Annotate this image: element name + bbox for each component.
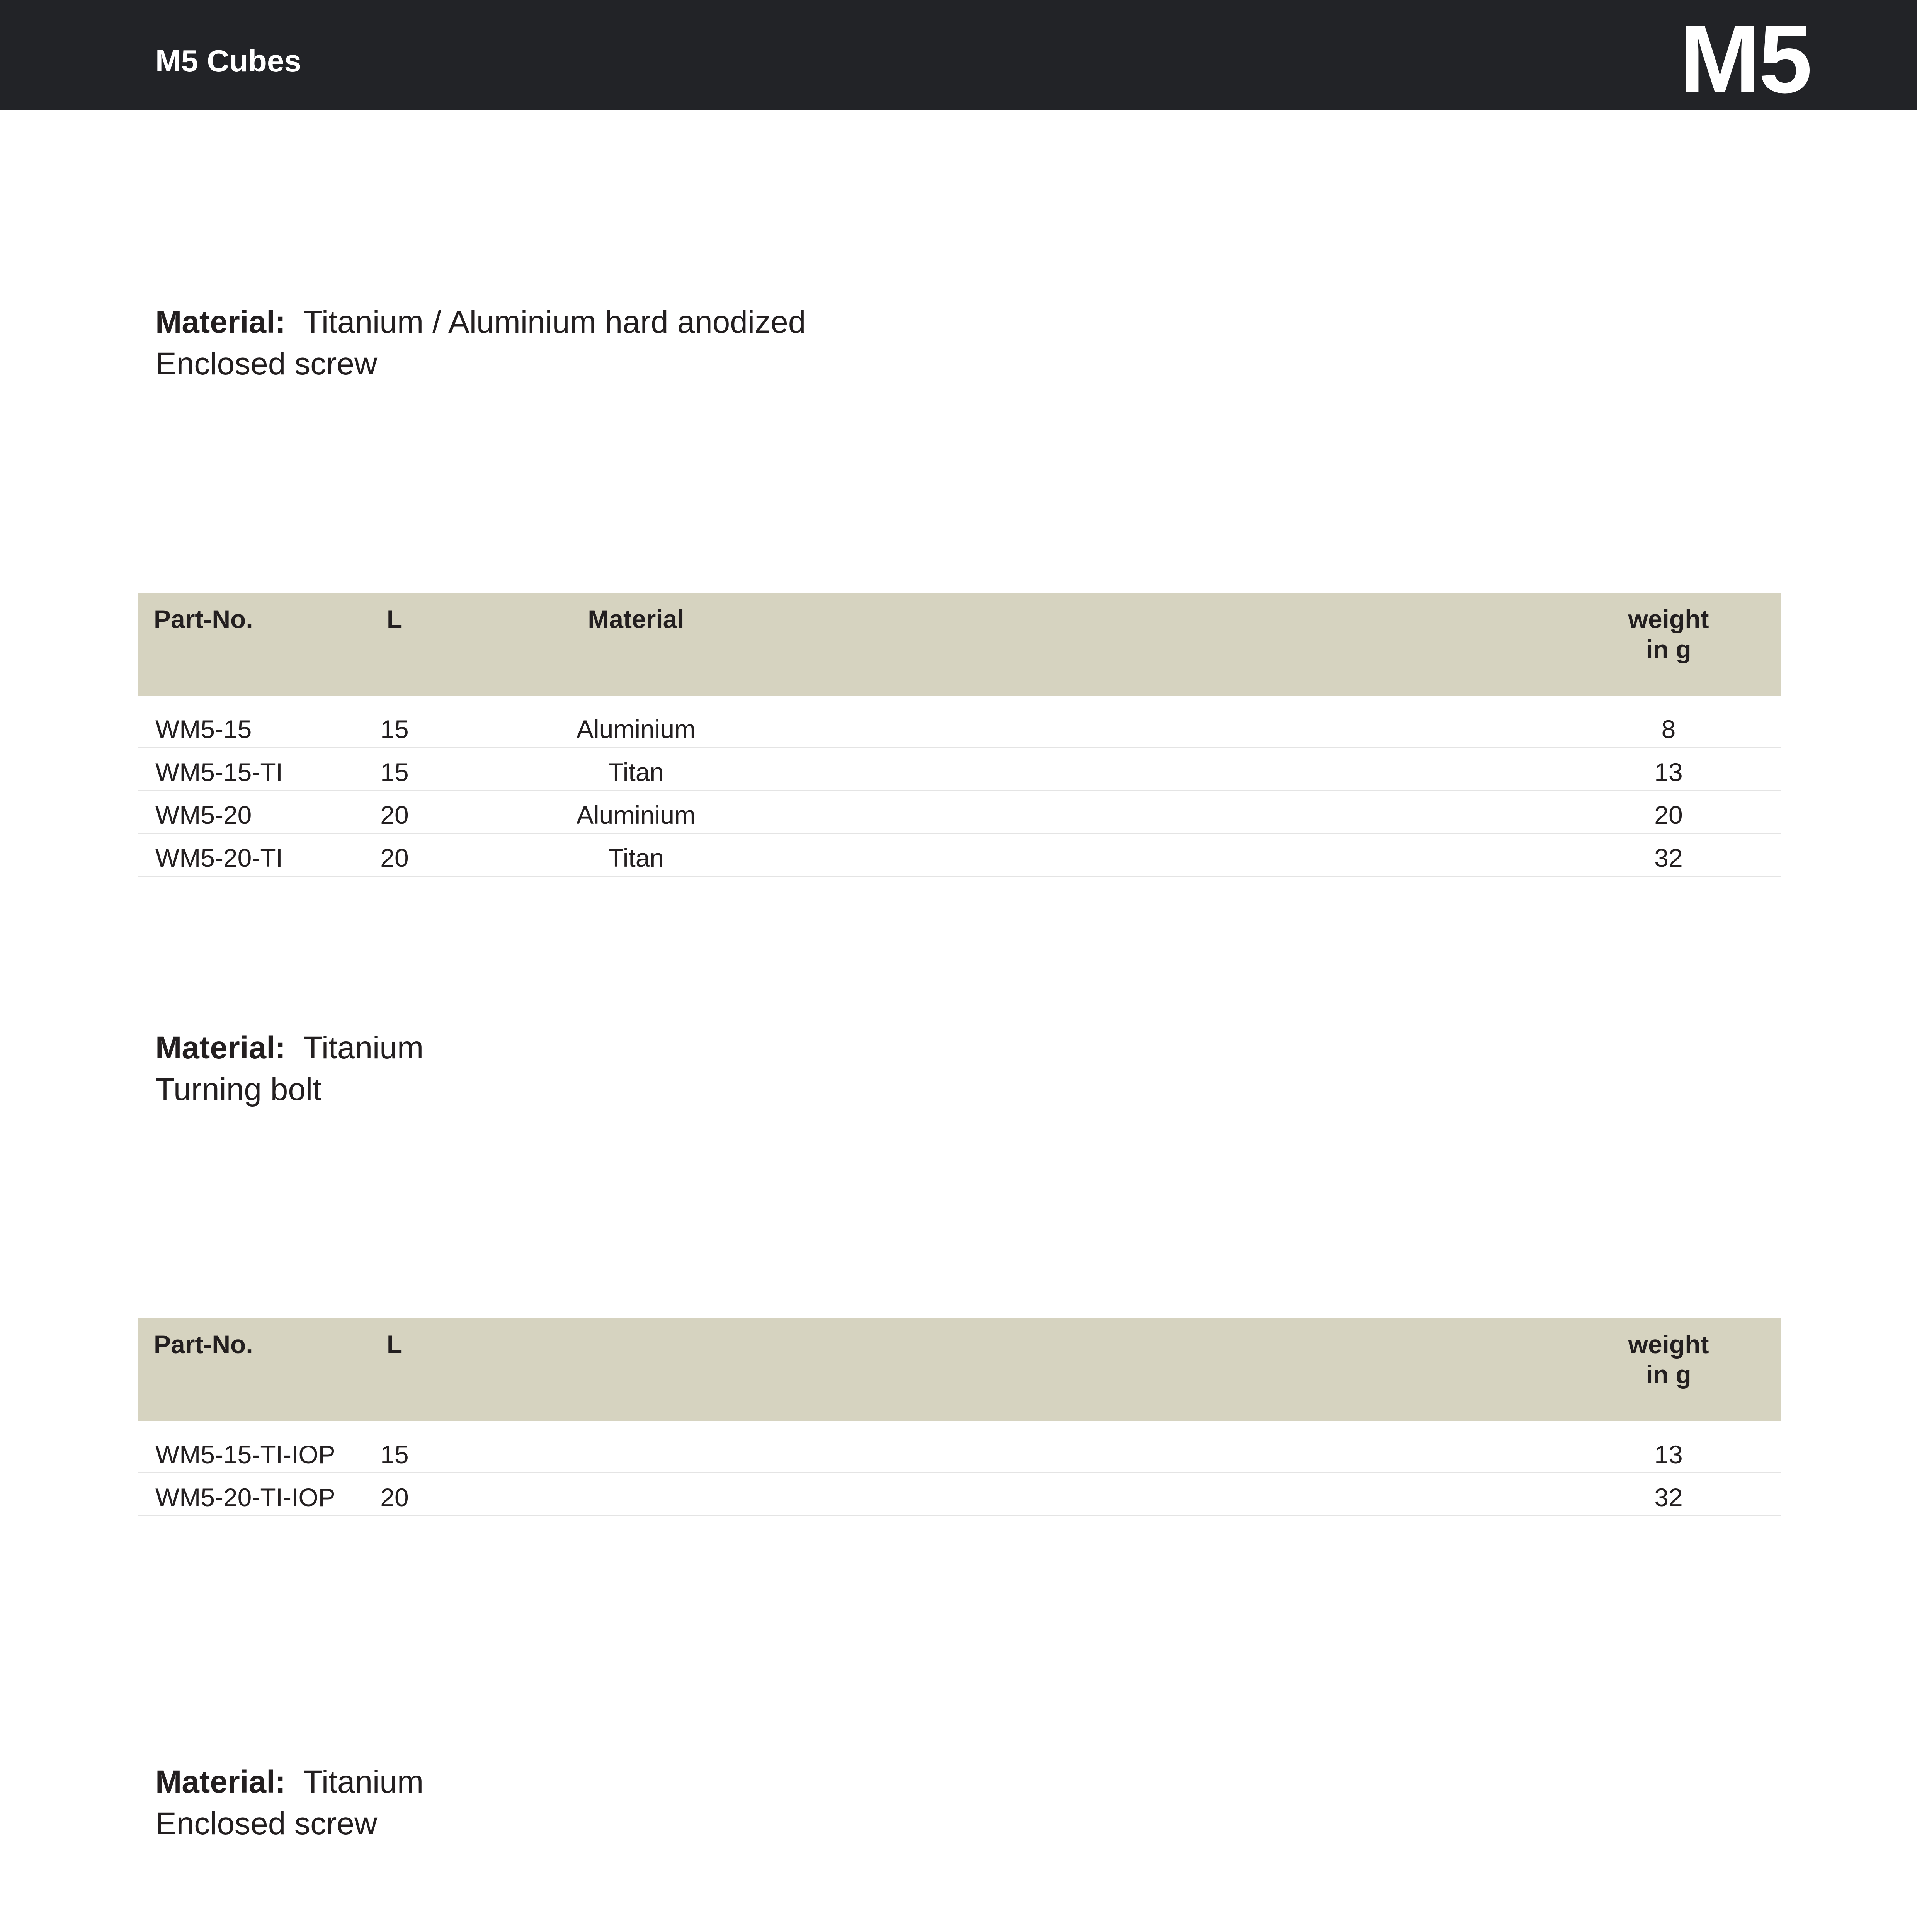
cell-spacer xyxy=(837,791,1556,833)
table-header-row xyxy=(138,1318,1781,1421)
header-l: L xyxy=(354,1318,435,1421)
table-row xyxy=(138,833,1781,876)
material-block xyxy=(155,1761,424,1845)
cell-spacer xyxy=(435,1421,1556,1473)
cell-weight: 13 xyxy=(1556,748,1781,791)
material-note: Turning bolt xyxy=(155,1072,321,1107)
table-row xyxy=(138,791,1781,833)
header-weight: weight in g xyxy=(1556,593,1781,696)
material-block xyxy=(155,301,806,385)
cell-l: 20 xyxy=(354,833,435,876)
cell-weight: 8 xyxy=(1556,696,1781,748)
material-value: Titanium / Aluminium hard anodized xyxy=(303,304,806,340)
cell-spacer xyxy=(837,748,1556,791)
table-row xyxy=(138,696,1781,748)
table-row xyxy=(138,748,1781,791)
header-spacer xyxy=(435,1318,1556,1421)
cell-part-no: WM5-15 xyxy=(138,696,354,748)
material-value: Titanium xyxy=(303,1030,424,1065)
cell-weight: 32 xyxy=(1556,833,1781,876)
header-l: L xyxy=(354,593,435,696)
cell-part-no: WM5-20 xyxy=(138,791,354,833)
header-part-no: Part-No. xyxy=(138,1318,354,1421)
cell-material: Titan xyxy=(435,748,837,791)
cell-spacer xyxy=(837,833,1556,876)
header-model: M5 xyxy=(1679,5,1811,113)
material-value: Titanium xyxy=(303,1764,424,1799)
material-label: Material: xyxy=(155,1030,286,1065)
cell-material: Aluminium xyxy=(435,791,837,833)
cell-part-no: WM5-20-TI xyxy=(138,833,354,876)
header-spacer xyxy=(837,593,1556,696)
cell-weight: 13 xyxy=(1556,1421,1781,1473)
cell-spacer xyxy=(837,696,1556,748)
cell-l: 15 xyxy=(354,1421,435,1473)
cell-l: 15 xyxy=(354,696,435,748)
cell-spacer xyxy=(435,1473,1556,1516)
spec-table xyxy=(138,593,1781,877)
cell-weight: 20 xyxy=(1556,791,1781,833)
material-label: Material: xyxy=(155,304,286,340)
cell-l: 20 xyxy=(354,1473,435,1516)
cell-part-no: WM5-15-TI xyxy=(138,748,354,791)
material-block xyxy=(155,1027,424,1111)
header-material: Material xyxy=(435,593,837,696)
cell-l: 15 xyxy=(354,748,435,791)
material-note: Enclosed screw xyxy=(155,346,378,381)
material-label: Material: xyxy=(155,1764,286,1799)
table-row xyxy=(138,1473,1781,1516)
header-part-no: Part-No. xyxy=(138,593,354,696)
cell-material: Aluminium xyxy=(435,696,837,748)
spec-table xyxy=(138,1318,1781,1516)
cell-l: 20 xyxy=(354,791,435,833)
cell-part-no: WM5-15-TI-IOP xyxy=(138,1421,354,1473)
header-title: M5 Cubes xyxy=(155,44,301,78)
cell-part-no: WM5-20-TI-IOP xyxy=(138,1473,354,1516)
table-header-row xyxy=(138,593,1781,696)
material-note: Enclosed screw xyxy=(155,1806,378,1841)
cell-weight: 32 xyxy=(1556,1473,1781,1516)
header-weight: weight in g xyxy=(1556,1318,1781,1421)
table-row xyxy=(138,1421,1781,1473)
cell-material: Titan xyxy=(435,833,837,876)
